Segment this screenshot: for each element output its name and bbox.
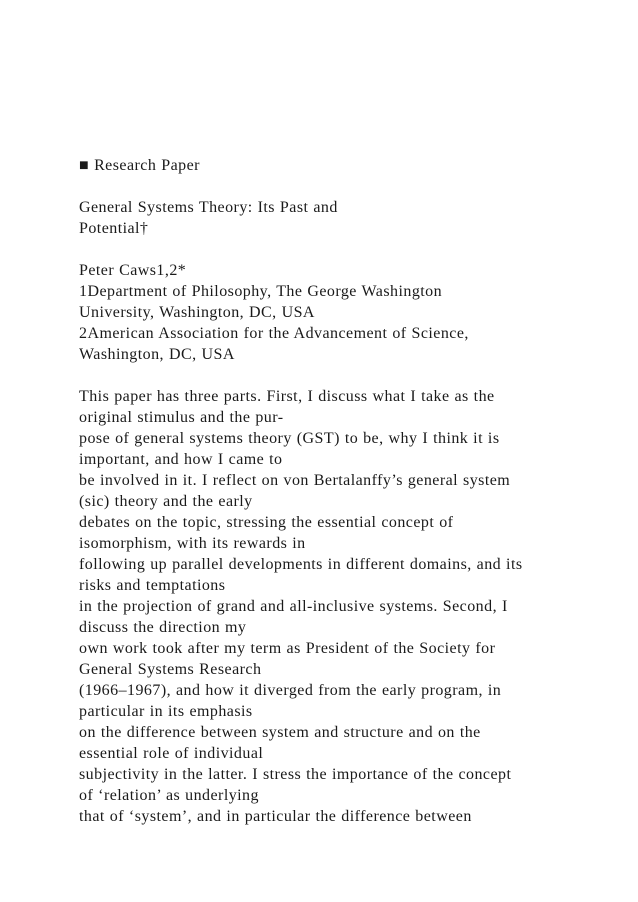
abstract-line: in the projection of grand and all-inclusive systems. Second, I (79, 598, 508, 615)
abstract-line: pose of general systems theory (GST) to be, why I think it is (79, 430, 500, 447)
abstract-line: original stimulus and the pur- (79, 409, 284, 426)
abstract-line: discuss the direction my (79, 619, 247, 636)
abstract-line: General Systems Research (79, 661, 262, 678)
section-label: ■ Research Paper (79, 157, 200, 174)
abstract-line: particular in its emphasis (79, 703, 253, 720)
author-name: Peter Caws1,2* (79, 262, 187, 279)
abstract-line: of ‘relation’ as underlying (79, 787, 259, 804)
title-line: General Systems Theory: Its Past and (79, 199, 338, 216)
author-block (79, 260, 627, 365)
abstract-line: own work took after my term as President of the Society for (79, 640, 496, 657)
abstract-line: risks and temptations (79, 577, 226, 594)
title-block (79, 197, 627, 239)
abstract-block (79, 386, 627, 827)
abstract-line: important, and how I came to (79, 451, 283, 468)
affiliation-line: University, Washington, DC, USA (79, 304, 315, 321)
abstract-line: (sic) theory and the early (79, 493, 253, 510)
abstract-line: following up parallel developments in different domains, and its (79, 556, 523, 573)
affiliation-line: 2American Association for the Advancement of Science, (79, 325, 469, 342)
abstract-line: on the difference between system and structure and on the (79, 724, 481, 741)
abstract-line: be involved in it. I reflect on von Bertalanffy’s general system (79, 472, 511, 489)
section-label-block (79, 155, 627, 176)
abstract-line: subjectivity in the latter. I stress the importance of the concept (79, 766, 512, 783)
abstract-line: isomorphism, with its rewards in (79, 535, 306, 552)
title-line: Potential† (79, 220, 149, 237)
abstract-line: This paper has three parts. First, I discuss what I take as the (79, 388, 495, 405)
abstract-line: that of ‘system’, and in particular the difference between (79, 808, 472, 825)
abstract-line: essential role of individual (79, 745, 264, 762)
affiliation-line: Washington, DC, USA (79, 346, 235, 363)
document-body (79, 155, 627, 827)
abstract-line: debates on the topic, stressing the essential concept of (79, 514, 454, 531)
abstract-line: (1966–1967), and how it diverged from the early program, in (79, 682, 502, 699)
affiliation-line: 1Department of Philosophy, The George Washington (79, 283, 443, 300)
